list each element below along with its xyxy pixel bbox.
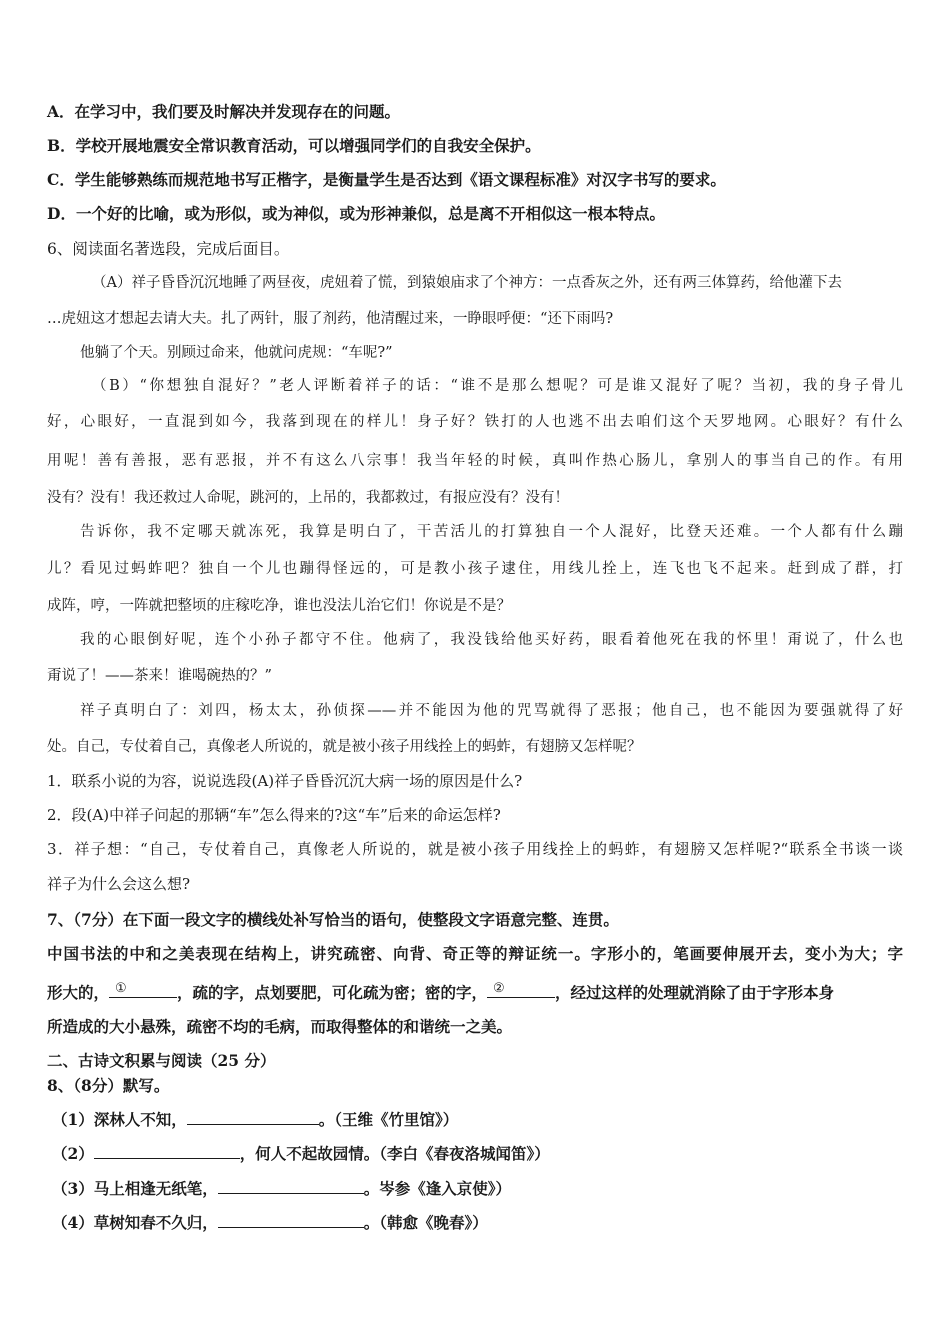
recite-item-4 [52,1211,903,1233]
question-7-line3: 所造成的大小悬殊，疏密不均的毛病，而取得整体的和谐统一之美。 [47,1017,513,1036]
option-d: D．一个好的比喻，或为形似，或为神似，或为形神兼似，总是离不开相似这一根本特点。 [47,204,665,223]
sub-question-2: 2．段(A)中祥子问起的那辆“车”怎么得来的?这“车”后来的命运怎样? [47,806,501,824]
recite-blank-3[interactable] [218,1177,364,1194]
passage-c-line: 成阵，哼，一阵就把整顷的庄稼吃净，谁也没法儿治它们！你说是不是？ [47,598,511,614]
sub-question-1: 1．联系小说的为容，说说选段(A)祥子昏昏沉沉大病一场的原因是什么? [47,772,523,790]
recite-item-2 [52,1142,903,1164]
recite-text: （3）马上相逢无纸笔， [52,1179,218,1198]
recite-item-3 [52,1177,903,1199]
section-heading: 二、古诗文积累与阅读（25 分） [47,1051,276,1070]
sub-question-3-line2: 祥子为什么会这么想? [47,875,191,893]
recite-blank-2[interactable] [94,1142,240,1159]
option-c: C．学生能够熟练而规范地书写正楷字，是衡量学生是否达到《语文课程标准》对汉字书写的要求。 [47,170,726,189]
question-7-line1: 中国书法的中和之美表现在结构上，讲究疏密、向背、奇正等的辩证统一。字形小的，笔画要伸展开去，变小为大；字 [47,944,903,963]
passage-a-line: 他躺了个天。别顾过命来，他就问虎规：“车呢?” [80,345,393,361]
recite-text: （2） [52,1144,94,1163]
recite-text: （1）深林人不知， [52,1110,187,1129]
question-7-line2 [47,981,903,1003]
passage-a-line: （A）祥子昏昏沉沉地睡了两昼夜，虎妞着了慌，到猿娘庙求了个神方：一点香灰之外，还有两三体算药，给他灌下去 [92,275,842,291]
blank-marker-2: ② [493,981,505,996]
fill-blank-1[interactable] [109,981,177,998]
question-6-stem: 6、阅读面名著选段，完成后面目。 [47,240,290,258]
passage-a-line: …虎妞这才想起去请大夫。扎了两针，服了剂药，他清醒过来，一睁眼呼便：“还下雨吗? [47,311,614,327]
passage-b-line: （B）“你想独自混好？”老人评断着祥子的话：“谁不是那么想呢？可是谁又混好了呢？当初，我的身子骨儿 [92,378,903,394]
passage-b-line: 没有？没有！我还救过人命呢，跳河的，上吊的，我都救过，有报应没有？没有！ [47,490,569,506]
passage-e-line: 祥子真明白了：刘四，杨太太，孙侦探——并不能因为他的咒骂就得了恶报；他自己，也不能因为要强就得了好 [80,703,903,719]
recite-blank-4[interactable] [218,1211,364,1228]
passage-c-line: 告诉你，我不定哪天就冻死，我算是明白了，干苦活儿的打算独自一个人混好，比登天还难。一个人都有什么蹦 [80,524,903,540]
recite-item-1 [52,1108,903,1130]
recite-text: 。（韩愈《晚春》） [363,1213,488,1232]
passage-c-line: 儿？看见过蚂蚱吧？独自一个儿也蹦得怪远的，可是教小孩子逮住，用线儿拴上，连飞也飞不起来。赶到成了群，打 [47,561,903,577]
passage-b-line: 好，心眼好，一直混到如今，我落到现在的样儿！身子好？铁打的人也逃不出去咱们这个天罗地网。心眼好？有什么 [47,414,903,430]
blank-marker-1: ① [115,981,127,996]
fill-blank-2[interactable] [487,981,555,998]
question-8-stem: 8、（8分）默写。 [47,1076,170,1095]
question-7-text: ，疏的字，点划要肥，可化疏为密；密的字， [177,983,488,1002]
passage-b-line: 用呢！善有善报，恶有恶报，并不有这么八宗事！我当年轻的时候，真叫作热心肠儿，拿别人的事当自己的作。有用 [47,453,903,469]
passage-d-line: 我的心眼倒好呢，连个小孙子都守不住。他病了，我没钱给他买好药，眼看着他死在我的怀里！甭说了，什么也 [80,632,903,648]
recite-text: （4）草树知春不久归， [52,1213,218,1232]
passage-d-line: 甭说了！——茶来！谁喝碗热的？” [47,668,272,684]
recite-text: 。岑参《逢入京使》） [363,1179,512,1198]
option-b: B．学校开展地震安全常识教育活动，可以增强同学们的自我安全保护。 [47,136,541,155]
option-a: A．在学习中，我们要及时解决并发现存在的问题。 [47,102,401,121]
passage-e-line: 处。自己，专仗着自己，真像老人所说的，就是被小孩子用线拴上的蚂蚱，有翅膀又怎样呢？ [47,739,642,755]
recite-text: 。（王维《竹里馆》） [318,1110,459,1129]
sub-question-3-line1: 3．祥子想：“自己，专仗着自己，真像老人所说的，就是被小孩子用线拴上的蚂蚱，有翅膀又怎样呢?“联系全书谈一谈 [47,840,903,858]
question-7-text: ，经过这样的处理就消除了由于字形本身 [555,983,835,1002]
question-7-stem: 7、（7分）在下面一段文字的横线处补写恰当的语句，使整段文字语意完整、连贯。 [47,910,619,929]
question-7-text: 形大的， [47,983,110,1002]
recite-blank-1[interactable] [187,1108,319,1125]
recite-text: ，何人不起故园情。（李白《春夜洛城闻笛》） [239,1144,550,1163]
